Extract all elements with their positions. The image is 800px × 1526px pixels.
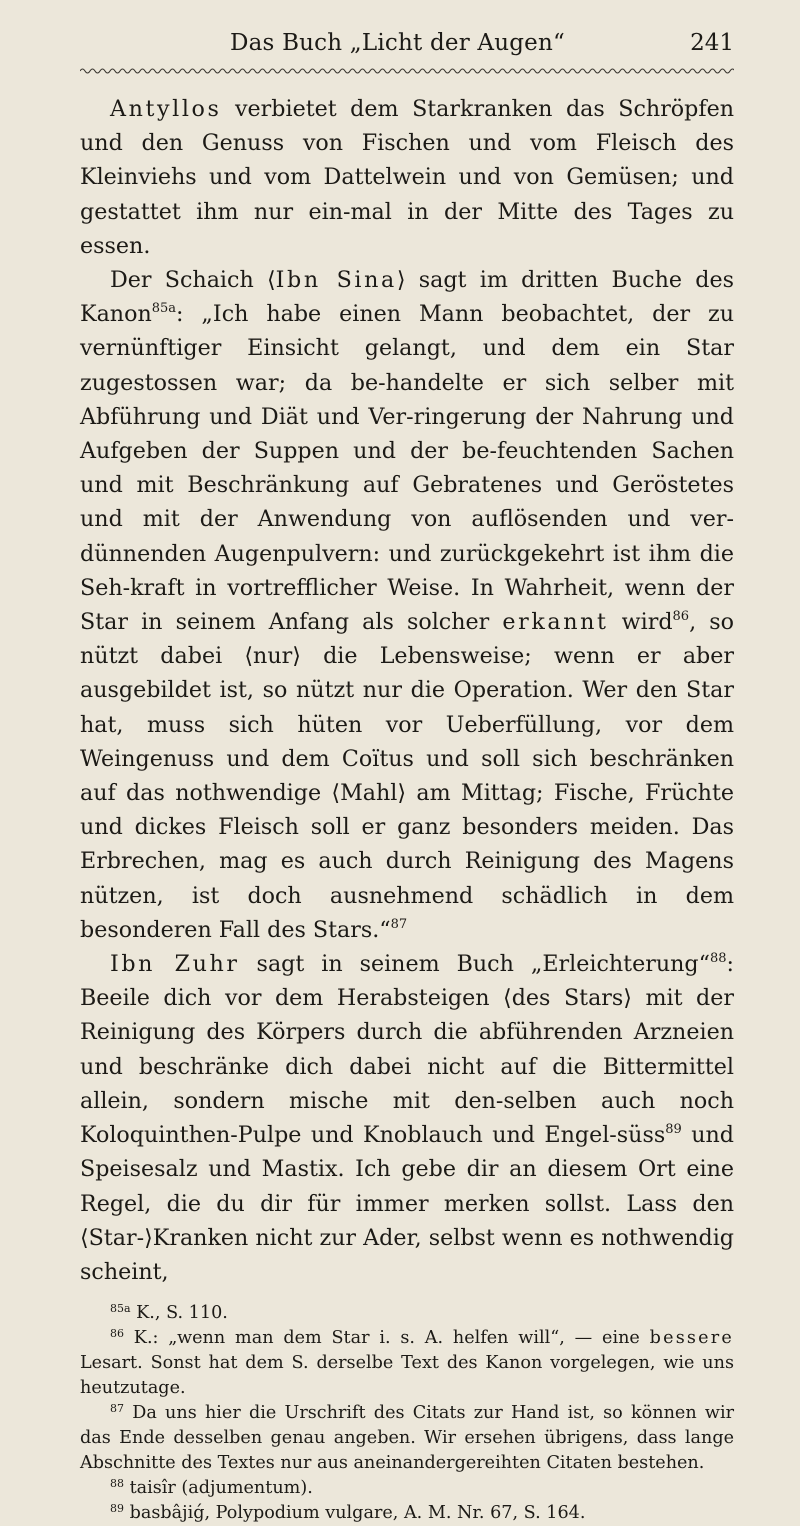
paragraph-ibn-zuhr bbox=[80, 947, 734, 1289]
running-title: Das Buch „Licht der Augen“ bbox=[230, 30, 565, 56]
emphasis-word: bessere bbox=[649, 1328, 734, 1349]
emphasis-word: erkannt bbox=[502, 609, 609, 636]
footnote bbox=[80, 1301, 734, 1326]
paragraph-text: verbietet dem Starkranken das Schröpfen und den Genuss von Fischen und vom Fleisch des Kleinviehs und vom Dattelwein und von Gemüsen; und gestattet ihm nur ein-mal in der Mitte des Tages zu essen. bbox=[80, 96, 734, 259]
footnote bbox=[80, 1501, 734, 1526]
footnote bbox=[80, 1401, 734, 1476]
paragraph-text: und Speisesalz und Mastix. Ich gebe dir an diesem Ort eine Regel, die du dir für immer merken sollst. Lass den ⟨Star-⟩Kranken nicht zur Ader, selbst wenn es nothwendig scheint, bbox=[80, 1122, 734, 1285]
paragraph-text: : Beeile dich vor dem Herabsteigen ⟨des Stars⟩ mit der Reinigung des Körpers durch die abführenden Arzneien und beschränke dich dabei nicht auf die Bittermittel allein, sondern mische mit den-selben auch noch Koloquinthen-Pulpe und Knoblauch und Engel-süss bbox=[80, 951, 734, 1149]
main-text bbox=[80, 92, 734, 1289]
author-name: Antyllos bbox=[110, 96, 222, 122]
footnote-mark: 87 bbox=[110, 1402, 124, 1416]
footnote-mark: 86 bbox=[110, 1327, 124, 1341]
paragraph-antyllos bbox=[80, 92, 734, 263]
paragraph-text: sagt in seinem Buch „Erleichterung“ bbox=[239, 951, 710, 978]
footnote-text: basbâjiǵ, Polypodium vulgare, A. M. Nr. 67, S. 164. bbox=[124, 1503, 586, 1524]
paragraph-ibn-sina bbox=[80, 263, 734, 947]
footnote-text: K.: „wenn man dem Star i. s. A. helfen will“, — eine bbox=[124, 1328, 650, 1349]
paragraph-text: ⟩ sagt im dritten Buche des Kanon bbox=[80, 267, 734, 328]
footnote-ref: 89 bbox=[665, 1122, 682, 1138]
author-name: Ibn Zuhr bbox=[110, 951, 240, 978]
footnotes bbox=[80, 1301, 734, 1526]
footnote bbox=[80, 1476, 734, 1501]
paragraph-text: : „Ich habe einen Mann beobachtet, der zu vernünftiger Einsicht gelangt, und dem ein Star zugestossen war; da be-handelte er sich selber mit Abführung und Diät und Ver-ringerung der Nahrung und Aufgeben der Suppen und der be-feuchtenden Sachen und mit Beschränkung auf Gebratenes und Geröstetes und mit der Anwendung von auflösenden und ver-dünnenden Augenpulvern: und zurückgekehrt ist ihm die Seh-kraft in vortrefflicher Weise. In Wahrheit, wenn der Star in seinem Anfang als solcher bbox=[80, 301, 734, 636]
footnote-text: Da uns hier die Urschrift des Citats zur Hand ist, so können wir das Ende desselben genau angeben. Wir ersehen übrigens, dass lange Abschnitte des Textes nur aus aneinandergereihten Citaten bestehen. bbox=[80, 1403, 734, 1474]
paragraph-text: Der Schaich ⟨ bbox=[110, 267, 276, 294]
footnote-mark: 85a bbox=[110, 1302, 131, 1316]
footnote-ref: 87 bbox=[390, 916, 408, 932]
paragraph-text: , so nützt dabei ⟨nur⟩ die Lebensweise; wenn er aber ausgebildet ist, so nützt nur die Operation. Wer den Star hat, muss sich hüten vor Ueberfüllung, vor dem Weingenuss und dem Coïtus und soll sich beschränken auf das nothwendige ⟨Mahl⟩ am Mittag; Fische, Früchte und dickes Fleisch soll er ganz besonders meiden. Das Erbrechen, mag es auch durch Reinigung des Magens nützen, ist doch ausnehmend schädlich in dem besonderen Fall des Stars.“ bbox=[80, 609, 734, 943]
wavy-rule-ornament bbox=[80, 66, 734, 76]
running-header bbox=[80, 30, 734, 66]
footnote-text: Lesart. Sonst hat dem S. derselbe Text des Kanon vorgelegen, wie uns heutzutage. bbox=[80, 1353, 734, 1399]
footnote-mark: 89 bbox=[110, 1502, 124, 1516]
footnote-text: taisîr (adjumentum). bbox=[124, 1478, 313, 1499]
footnote-ref: 85a bbox=[151, 301, 177, 317]
author-name: Ibn Sina bbox=[275, 267, 397, 294]
paragraph-text: wird bbox=[608, 609, 673, 636]
footnote-mark: 88 bbox=[110, 1477, 124, 1491]
page-number: 241 bbox=[690, 30, 734, 56]
footnote-text: K., S. 110. bbox=[130, 1303, 228, 1324]
footnote-ref: 86 bbox=[672, 609, 690, 625]
footnote bbox=[80, 1326, 734, 1401]
footnote-ref: 88 bbox=[709, 951, 727, 967]
